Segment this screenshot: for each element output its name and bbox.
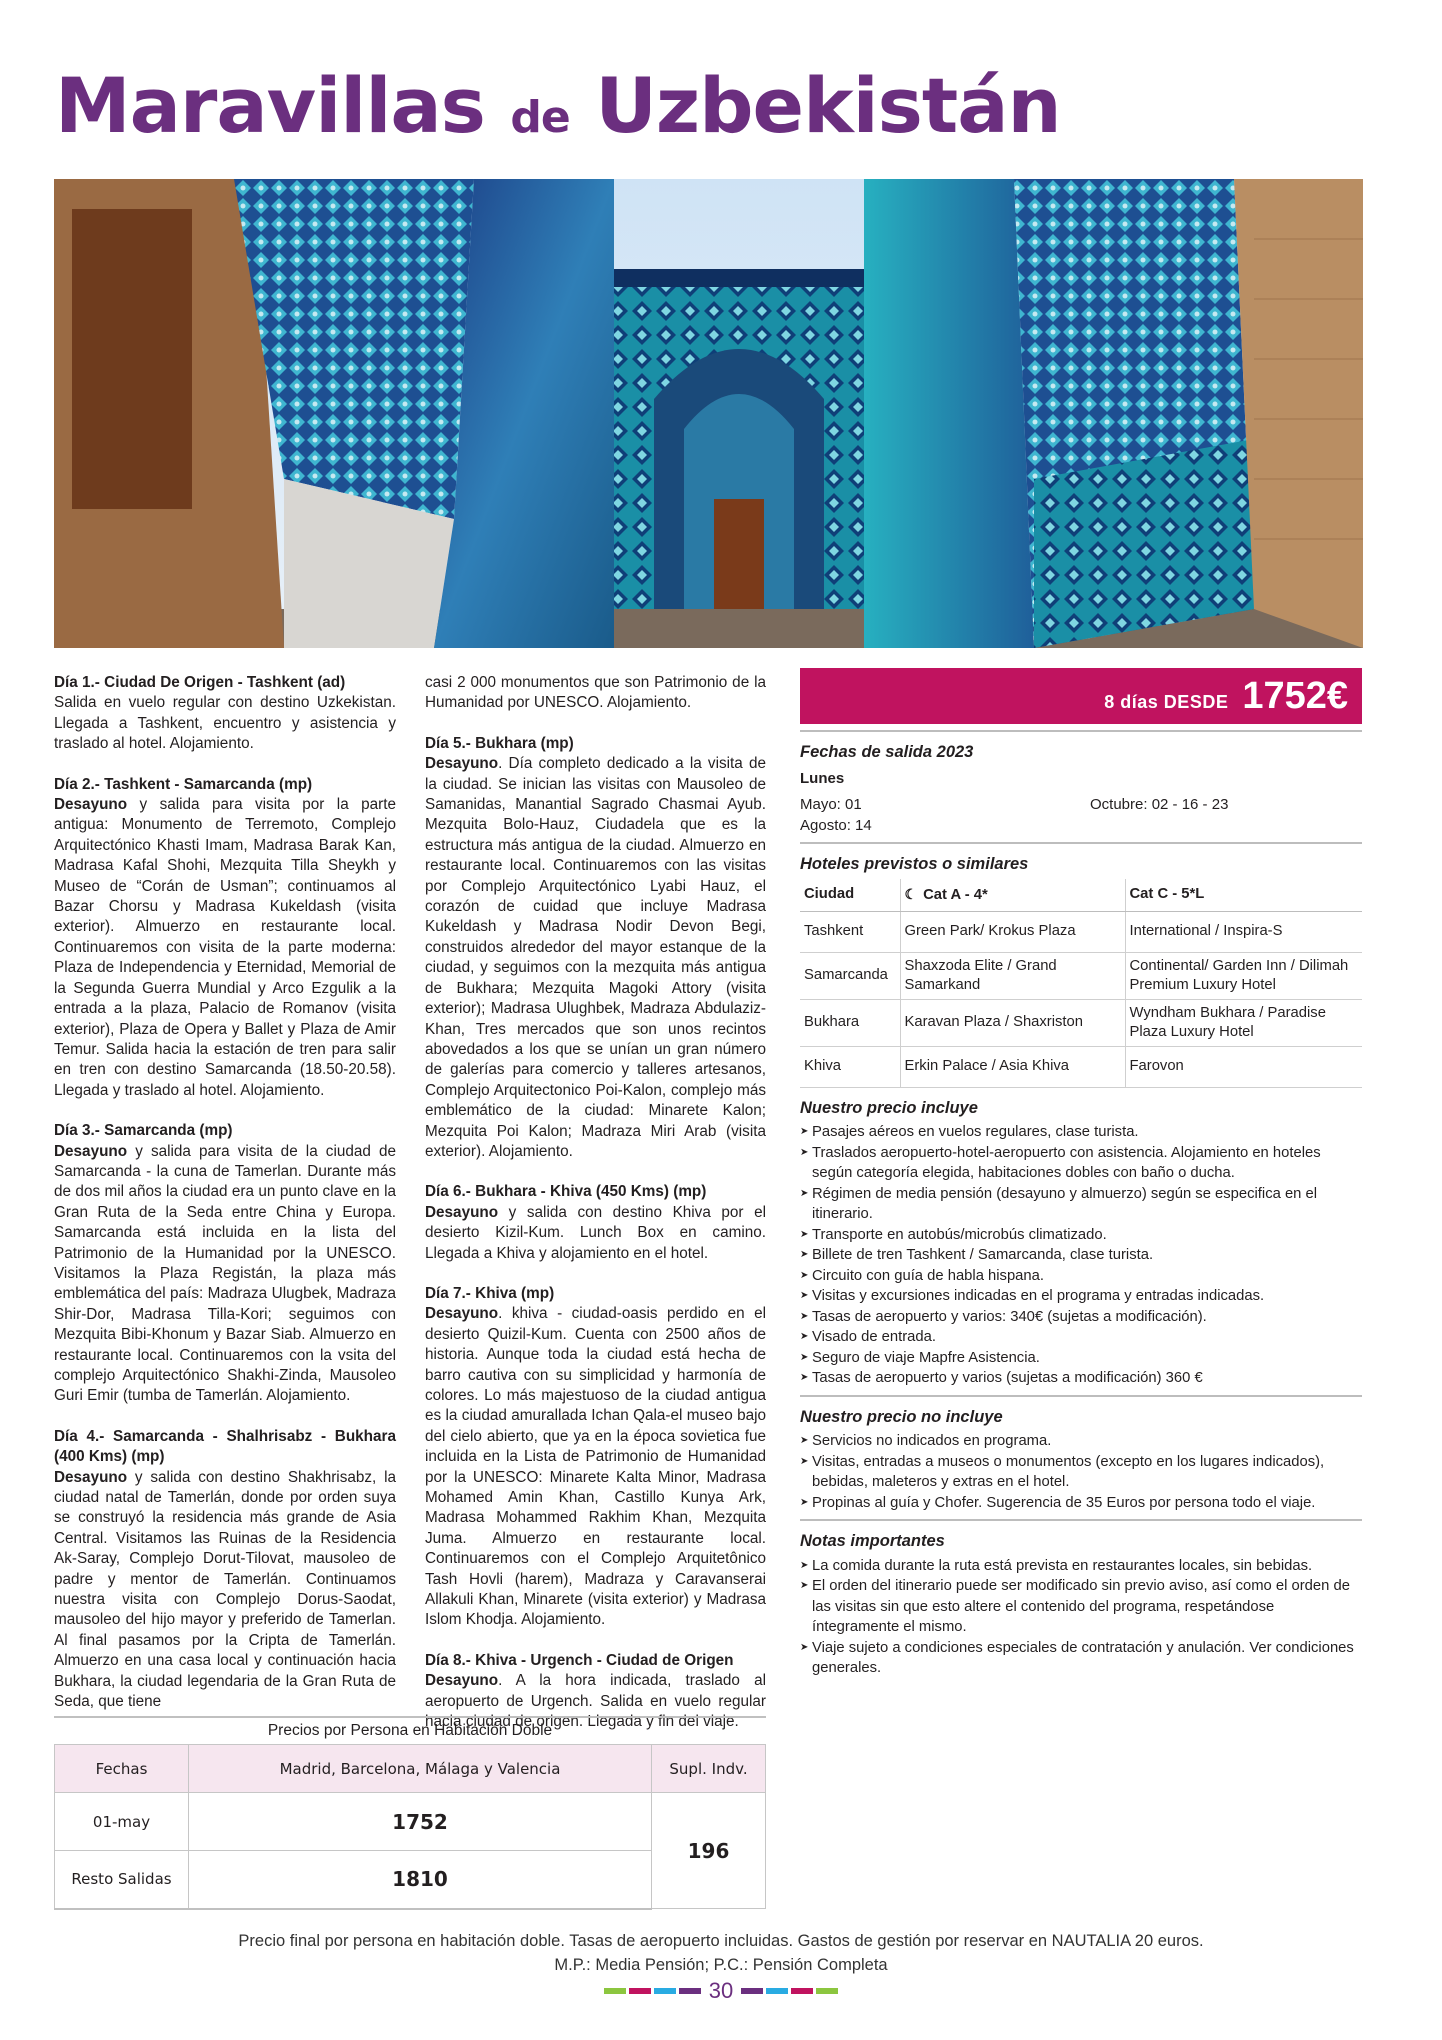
column-header: Supl. Indv.: [652, 1745, 766, 1793]
price-banner-amount: 1752€: [1242, 674, 1348, 717]
itinerary-day: [425, 1182, 766, 1264]
day-title: Día 2.- Tashkent - Samarcanda (mp): [54, 775, 313, 793]
day-text: Desayuno. A la hora indicada, traslado al aeropuerto de Urgench. Salida en vuelo regular hacia ciudad de origen. Llegada y fin del viaje.: [425, 1672, 766, 1731]
day-title: Día 8.- Khiva - Urgench - Ciudad de Origen: [425, 1651, 734, 1669]
price-value: 1810: [189, 1851, 652, 1909]
itinerary-day: [425, 1284, 766, 1631]
list-item: ➤ El orden del itinerario puede ser modificado sin previo aviso, así como el orden de las visitas sin que esto altere el contenido del programa, respetándose íntegramente el mismo.: [800, 1576, 1362, 1638]
column-header: ☾ Cat A - 4*: [900, 879, 1125, 912]
list-item: ➤ Seguro de viaje Mapfre Asistencia.: [800, 1348, 1362, 1369]
price-table-section: [54, 1716, 766, 1910]
day-text: Desayuno. khiva - ciudad-oasis perdido en el desierto Quizil-Kum. Cuenta con 2500 años de historia. Aunque toda la ciudad está hecha de barro cautiva con su simplicidad y harmonía de colores. Lo más majestuoso de la ciudad antigua es la ciudad amurallada Ichan Qala-el museo bajo del cielo abierto, que ya en la época sovietica fue incluida en la Lista de Patrimonio de Humanidad por la UNESCO: Minarete Kalta Minor, Madrasa Mohamed Amin Khan, Castillo Kunya Ark, Madrasa Mohammed Rakhim Khan, Mezquita Juma. Almuerzo en restaurante local. Continuaremos con el Complejo Arquitetônico Tash Hovli (harem), Madraza y Caravanserai Allakuli Khan, Minarete (visita exterior) y Madrasa Islom Khodja. Alojamiento.: [425, 1305, 766, 1629]
list-item: ➤ Viaje sujeto a condiciones especiales de contratación y anulación. Ver condiciones generales.: [800, 1638, 1362, 1679]
list-item: ➤ Billete de tren Tashkent / Samarcanda, clase turista.: [800, 1245, 1362, 1266]
table-row: [800, 1046, 1362, 1087]
day-title: Día 5.- Bukhara (mp): [425, 734, 574, 752]
table-row: [800, 999, 1362, 1046]
day-title: Día 4.- Samarcanda - Shalhrisabz - Bukhara (400 Kms) (mp): [54, 1427, 396, 1466]
price-table: [54, 1744, 766, 1910]
table-header-row: [55, 1745, 766, 1793]
color-bars-left: [604, 1988, 701, 1994]
divider: [800, 842, 1362, 844]
table-row: [800, 911, 1362, 952]
hotel-cat-a: Shaxzoda Elite / Grand Samarkand: [900, 952, 1125, 999]
departure-month: Agosto: 14: [800, 816, 872, 834]
itinerary-day: [54, 775, 396, 1102]
price-table-title: Precios por Persona en Habitación Doble: [54, 1716, 766, 1744]
divider: [800, 1395, 1362, 1397]
divider: [800, 1519, 1362, 1521]
departures-title: Fechas de salida 2023: [800, 743, 974, 761]
hotels-table: [800, 879, 1362, 1088]
list-item: ➤ Visitas, entradas a museos o monumentos (excepto en los lugares indicados), bebidas, maleteros y extras en el hotel.: [800, 1452, 1362, 1493]
column-header: Ciudad: [800, 879, 900, 912]
shah-i-zinda-illustration: [54, 179, 1363, 648]
table-row: [800, 952, 1362, 999]
price-value: 1752: [189, 1793, 652, 1851]
hotel-cat-a: Erkin Palace / Asia Khiva: [900, 1046, 1125, 1087]
departure-month: Mayo: 01: [800, 796, 862, 813]
list-item: ➤ Pasajes aéreos en vuelos regulares, clase turista.: [800, 1122, 1362, 1143]
itinerary-day: [54, 1427, 396, 1713]
column-header: Madrid, Barcelona, Málaga y Valencia: [189, 1745, 652, 1793]
hotel-city: Samarcanda: [800, 952, 900, 999]
hotel-cat-c: Wyndham Bukhara / Paradise Plaza Luxury Hotel: [1125, 999, 1362, 1046]
itinerary-column-1: [54, 673, 396, 1733]
excludes-title: Nuestro precio no incluye: [800, 1407, 1003, 1426]
title-country: Uzbekistán: [595, 61, 1061, 150]
price-banner-label: 8 días DESDE: [1104, 691, 1229, 712]
price-date: Resto Salidas: [55, 1851, 189, 1909]
itinerary-day: [425, 734, 766, 1163]
hotel-cat-a: Karavan Plaza / Shaxriston: [900, 999, 1125, 1046]
day-text: Desayuno y salida con destino Khiva por el desierto Kizil-Kum. Lunch Box en camino. Llegada a Khiva y alojamiento en el hotel.: [425, 1203, 766, 1262]
footer-note: Precio final por persona en habitación doble. Tasas de aeropuerto incluidas. Gastos de gestión por reservar en NAUTALIA 20 euros.: [238, 1932, 1204, 1950]
list-item: ➤ Traslados aeropuerto-hotel-aeropuerto con asistencia. Alojamiento en hoteles según categoría elegida, habitaciones dobles con baño o ducha.: [800, 1143, 1362, 1184]
day-title: Día 6.- Bukhara - Khiva (450 Kms) (mp): [425, 1183, 707, 1201]
itinerary-day: [54, 673, 396, 755]
price-banner: [800, 668, 1362, 724]
hotel-city: Bukhara: [800, 999, 900, 1046]
list-item: ➤ Transporte en autobús/microbús climatizado.: [800, 1225, 1362, 1246]
info-column: [800, 668, 1362, 1679]
day-title: Día 3.- Samarcanda (mp): [54, 1122, 233, 1140]
itinerary-day: [54, 1121, 396, 1407]
hotel-cat-c: Farovon: [1125, 1046, 1362, 1087]
hotel-cat-c: International / Inspira-S: [1125, 911, 1362, 952]
itinerary-continuation: [425, 673, 766, 714]
day-title: Día 1.- Ciudad De Origen - Tashkent (ad): [54, 674, 346, 691]
departures-dates: [800, 795, 1362, 836]
includes-title: Nuestro precio incluye: [800, 1098, 978, 1117]
list-item: ➤ Propinas al guía y Chofer. Sugerencia de 35 Euros por persona todo el viaje.: [800, 1493, 1362, 1514]
title-main: Maravillas: [55, 61, 485, 150]
column-header: Fechas: [55, 1745, 189, 1793]
list-item: ➤ Visitas y excursiones indicadas en el programa y entradas indicadas.: [800, 1286, 1362, 1307]
supplement-value: 196: [652, 1793, 766, 1909]
includes-list: [800, 1122, 1362, 1389]
day-text: Desayuno y salida para visita de la ciudad de Samarcanda - la cuna de Tamerlan. Durante más de dos mil años la ciudad era un punto clave en la Gran Ruta de la Seda entre China y Europa. Samarcanda está incluida en la lista del Patrimonio de la Humanidad por la UNESCO. Visitamos la Plaza Registán, la plaza más emblemática del país: Madraza Ulugbek, Madraza Shir-Dor, Madrasa Tilla-Kori; seguimos con Mezquita Bibi-Khonum y Bazar Siab. Almuerzo en restaurante local. Continuaremos con la vsita del complejo Arquitectónico Shakhi-Zinda, Mausoleo Guri Emir (tumba de Tamerlán. Alojamiento.: [54, 1142, 396, 1405]
list-item: ➤ Circuito con guía de habla hispana.: [800, 1266, 1362, 1287]
itinerary-column-2: [425, 673, 766, 1753]
excludes-list: [800, 1431, 1362, 1513]
departure-month: Octubre: 02 - 16 - 23: [1090, 796, 1229, 813]
day-text: Salida en vuelo regular con destino Uzkekistan. Llegada a Tashkent, encuentro y asistencia y traslado al hotel. Alojamiento.: [54, 694, 396, 753]
moon-icon: ☾: [904, 885, 918, 902]
list-item: ➤ Servicios no indicados en programa.: [800, 1431, 1362, 1452]
day-text: Desayuno. Día completo dedicado a la visita de la ciudad. Se inician las visitas con Mausoleo de Samanidas, Manantial Sagrado Chasmai Ayub. Mezquita Bolo-Hauz, Ciudadela que es la estructura más antigua de la ciudad. Almuerzo en restaurante local. Continuaremos con las visitas por Complejo Arquitectónico Lyabi Hauz, el corazón de cuidad que incluye Madrasa Kukeldash y Madrasa Nodir Devon Begi, construidos alrededor del mayor estanque de la ciudad, y seguimos con la mezquita más antigua de Bukhara; Mezquita Magoki Attory (visita exterior); Madrasa Ulughbek, Madraza Abdulaziz-Khan, Tres mercados que son unos recintos abovedados a los que se unían un gran número de galerías para comercio y talleres artesanos, Complejo Arquitectonico Poi-Kalon, complejo más emblemático de la ciudad: Minarete Kalon; Mezquita Poi Kalon; Madraza Miri Arab (visita exterior). Alojamiento.: [425, 755, 766, 1160]
list-item: ➤ Tasas de aeropuerto y varios (sujetas a modificación) 360 €: [800, 1368, 1362, 1389]
table-row: [55, 1793, 766, 1851]
day-text: Desayuno y salida con destino Shakhrisabz, la ciudad natal de Tamerlán, donde por orden suya se construyó la residencia más grande de Asia Central. Visitamos las Ruinas de la Residencia Ak-Saray, Complejo Dorut-Tilovat, mausoleo de padre y mentor de Tamerlán. Continuamos nuestra visita con Complejo Dorus-Saodat, mausoleo del hijo mayor y preferido de Tamerlan. Al final pasamos por la Cripta de Tamerlán. Almuerzo en una casa local y continuación hacia Bukhara, la ciudad legendaria de la Gran Ruta de Seda, que tiene: [54, 1468, 396, 1711]
list-item: ➤ La comida durante la ruta está prevista en restaurantes locales, sin bebidas.: [800, 1556, 1362, 1577]
page-title: [55, 61, 1061, 150]
list-item: ➤ Visado de entrada.: [800, 1327, 1362, 1348]
list-item: ➤ Régimen de media pensión (desayuno y almuerzo) según se especifica en el itinerario.: [800, 1184, 1362, 1225]
hotel-city: Khiva: [800, 1046, 900, 1087]
notes-title: Notas importantes: [800, 1532, 945, 1550]
hotel-cat-c: Continental/ Garden Inn / Dilimah Premium Luxury Hotel: [1125, 952, 1362, 999]
title-connector: de: [510, 92, 570, 143]
day-text: casi 2 000 monumentos que son Patrimonio de la Humanidad por UNESCO. Alojamiento.: [425, 674, 766, 712]
departures-weekday: Lunes: [800, 769, 845, 787]
hotel-city: Tashkent: [800, 911, 900, 952]
column-header: Cat C - 5*L: [1125, 879, 1362, 912]
day-title: Día 7.- Khiva (mp): [425, 1284, 555, 1302]
notes-list: [800, 1556, 1362, 1679]
page-number-value: 30: [708, 1978, 734, 2003]
list-item: ➤ Tasas de aeropuerto y varios: 340€ (sujetas a modificación).: [800, 1307, 1362, 1328]
page-number: [0, 1978, 1442, 2004]
table-header-row: [800, 879, 1362, 912]
hotel-cat-a: Green Park/ Krokus Plaza: [900, 911, 1125, 952]
day-text: Desayuno y salida para visita por la parte antigua: Monumento de Terremoto, Complejo Arquitectónico Khasti Imam, Madrasa Barak Kan, Madrasa Kafal Shohi, Mezquita Tilla Sheykh y Museo de “Corán de Usman”; continuamos al Bazar Chorsu y Madrasa Kukeldash (visita exterior). Almuerzo en restaurante local. Continuaremos con visita de la parte moderna: Plaza de Independencia y Eternidad, Memorial de la Segunda Guerra Mundial y Arco Ezgulik a la entrada a la plaza, Palacio de Romanov (visita exterior), Plaza de Opera y Ballet y Plaza de Amir Temur. Salida hacia la estación de tren para salir en tren con destino Samarcanda (18.50-20.58). Llegada y traslado al hotel. Alojamiento.: [54, 796, 396, 1099]
footer-legend: M.P.: Media Pensión; P.C.: Pensión Completa: [554, 1956, 888, 1974]
divider: [800, 730, 1362, 732]
hero-photo: [54, 179, 1363, 648]
price-date: 01-may: [55, 1793, 189, 1851]
color-bars-right: [741, 1988, 838, 1994]
hotels-title: Hoteles previstos o similares: [800, 855, 1029, 873]
